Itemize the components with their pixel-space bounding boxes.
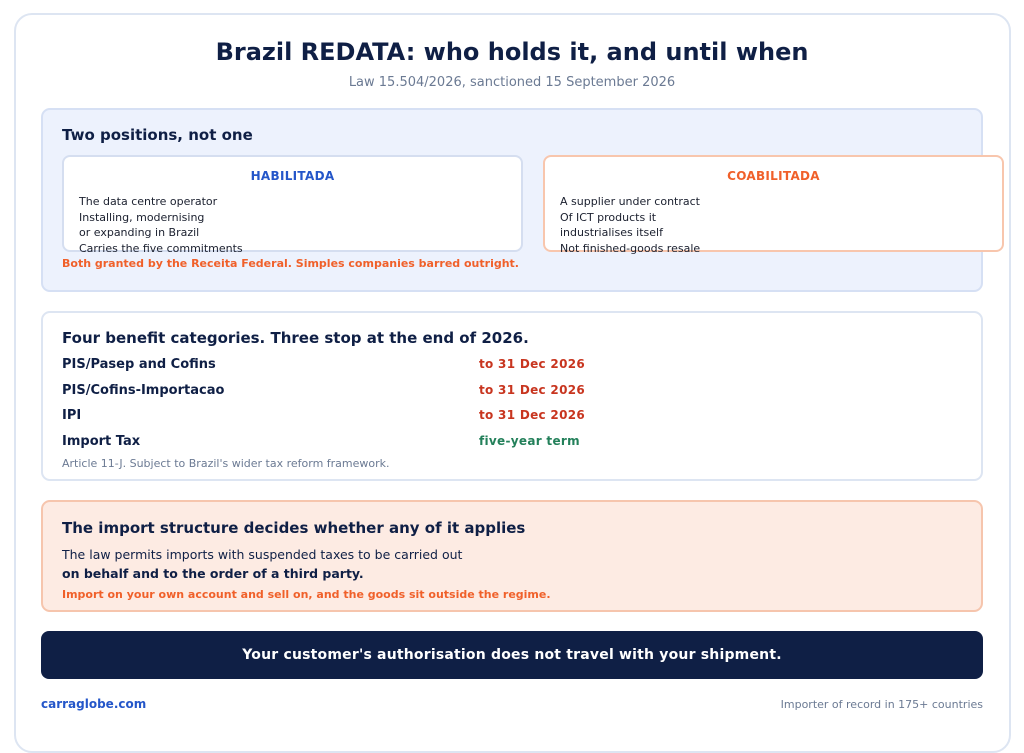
benefit-row (62, 434, 962, 454)
benefit-term: to 31 Dec 2026 (479, 357, 586, 371)
benefit-name: Import Tax (62, 434, 141, 449)
coabilitada-line: Of ICT products it (560, 210, 657, 224)
coabilitada-line: industrialises itself (560, 226, 663, 239)
coabilitada-description (560, 194, 700, 256)
brand-link[interactable]: carraglobe.com (41, 697, 147, 711)
benefits-note: Article 11-J. Subject to Brazil's wider tax reform framework. (62, 457, 390, 470)
positions-note: Both granted by the Receita Federal. Simples companies barred outright. (62, 257, 519, 270)
import-line-2: on behalf and to the order of a third party. (62, 566, 364, 581)
coabilitada-card (543, 155, 1004, 255)
habilitada-description (79, 194, 243, 256)
benefit-name: PIS/Pasep and Cofins (62, 357, 216, 372)
positions-heading: Two positions, not one (62, 126, 253, 144)
benefit-term: five-year term (479, 434, 580, 448)
import-line-1: The law permits imports with suspended taxes to be carried out (62, 547, 463, 562)
habilitada-card (62, 155, 523, 255)
benefit-name: IPI (62, 408, 82, 423)
habilitada-line: Installing, modernising (79, 210, 205, 224)
benefit-term: to 31 Dec 2026 (479, 408, 586, 422)
key-message-banner (41, 631, 983, 679)
coabilitada-title: COABILITADA (727, 169, 820, 183)
benefit-row (62, 357, 962, 377)
page-title: Brazil REDATA: who holds it, and until when (215, 38, 809, 66)
habilitada-line: Carries the five commitments (79, 241, 243, 255)
benefit-term: to 31 Dec 2026 (479, 383, 586, 397)
coabilitada-line: Not finished-goods resale (560, 241, 701, 255)
benefits-panel (41, 311, 983, 481)
import-structure-panel (41, 500, 983, 612)
habilitada-line: The data centre operator (79, 195, 218, 208)
import-warning: Import on your own account and sell on, and the goods sit outside the regime. (62, 588, 551, 601)
benefit-name: PIS/Cofins-Importacao (62, 383, 225, 398)
footer-tagline: Importer of record in 175+ countries (780, 698, 983, 711)
habilitada-title: HABILITADA (250, 169, 335, 183)
positions-panel (41, 108, 983, 292)
banner-text: Your customer's authorisation does not travel with your shipment. (242, 647, 782, 663)
coabilitada-line: A supplier under contract (560, 195, 700, 208)
benefit-row (62, 383, 962, 403)
import-heading: The import structure decides whether any of it applies (62, 519, 526, 537)
page-subtitle: Law 15.504/2026, sanctioned 15 September 2026 (348, 75, 676, 90)
benefits-heading: Four benefit categories. Three stop at the end of 2026. (62, 329, 529, 347)
benefit-row (62, 408, 962, 428)
habilitada-line: or expanding in Brazil (79, 226, 200, 239)
